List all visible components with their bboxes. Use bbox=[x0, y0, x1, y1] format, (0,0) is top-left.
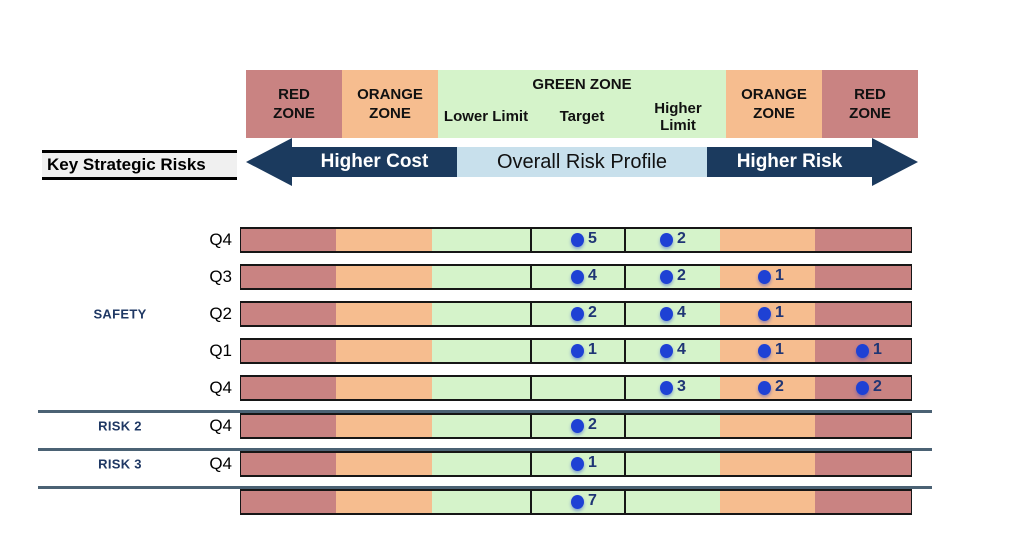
risk-rows-area bbox=[0, 227, 1024, 515]
zone-label: ZONE bbox=[849, 105, 891, 122]
zone-label: RED bbox=[278, 86, 310, 103]
zone-stripe-orange-right bbox=[720, 453, 815, 475]
target-higher-divider bbox=[624, 303, 626, 325]
zone-cell-red-left bbox=[246, 70, 342, 138]
lower-target-divider bbox=[530, 229, 532, 251]
target-higher-divider bbox=[624, 229, 626, 251]
zone-label: ORANGE bbox=[741, 86, 807, 103]
target-higher-divider bbox=[624, 415, 626, 437]
zone-stripe-red-right bbox=[815, 229, 911, 251]
risk-dot-count: 5 bbox=[588, 229, 597, 247]
risk-dot-count: 2 bbox=[677, 266, 686, 284]
target-higher-divider bbox=[624, 491, 626, 513]
risk-dot-count: 7 bbox=[588, 491, 597, 509]
zone-stripe-orange-left bbox=[336, 377, 432, 399]
green-zone-title: GREEN ZONE bbox=[532, 76, 632, 93]
zone-stripe-orange-right bbox=[720, 491, 815, 513]
risk-dot-count: 1 bbox=[775, 266, 784, 284]
risk-band bbox=[240, 451, 912, 477]
risk-dot bbox=[660, 233, 673, 247]
risk-dot bbox=[660, 381, 673, 395]
lower-target-divider bbox=[530, 491, 532, 513]
risk-group bbox=[0, 489, 1024, 515]
risk-group-label: RISK 3 bbox=[98, 456, 142, 472]
target-higher-divider bbox=[624, 266, 626, 288]
higher-cost-arrow: Higher Cost bbox=[292, 147, 457, 177]
risk-dot-count: 4 bbox=[677, 340, 686, 358]
lower-limit-label: Lower Limit bbox=[443, 108, 529, 125]
quarter-label: Q4 bbox=[209, 230, 232, 249]
risk-dot bbox=[856, 344, 869, 358]
risk-dot-count: 2 bbox=[775, 377, 784, 395]
zone-stripe-orange-left bbox=[336, 415, 432, 437]
key-strategic-risks-box: Key Strategic Risks bbox=[42, 150, 237, 180]
risk-dot bbox=[660, 307, 673, 321]
zone-stripe-red-right bbox=[815, 303, 911, 325]
zone-header bbox=[246, 70, 918, 138]
quarter-label: Q1 bbox=[209, 341, 232, 360]
zone-stripe-orange-left bbox=[336, 453, 432, 475]
risk-row bbox=[0, 489, 1024, 515]
risk-dot bbox=[571, 457, 584, 471]
risk-band bbox=[240, 489, 912, 515]
risk-dot-count: 1 bbox=[588, 453, 597, 471]
zone-label: ZONE bbox=[369, 105, 411, 122]
zone-stripe-red-left bbox=[241, 303, 336, 325]
quarter-label: Q4 bbox=[209, 416, 232, 435]
risk-dot bbox=[758, 270, 771, 284]
risk-dot-count: 3 bbox=[677, 377, 686, 395]
zone-label: RED bbox=[854, 86, 886, 103]
lower-target-divider bbox=[530, 303, 532, 325]
risk-dot bbox=[758, 381, 771, 395]
zone-stripe-orange-left bbox=[336, 340, 432, 362]
zone-stripe-orange-right bbox=[720, 229, 815, 251]
risk-dot-count: 1 bbox=[588, 340, 597, 358]
zone-label: ZONE bbox=[753, 105, 795, 122]
risk-row bbox=[0, 264, 1024, 290]
risk-band bbox=[240, 301, 912, 327]
zone-cell-orange-left bbox=[342, 70, 438, 138]
lower-target-divider bbox=[530, 415, 532, 437]
zone-stripe-red-left bbox=[241, 453, 336, 475]
zone-stripe-red-left bbox=[241, 377, 336, 399]
target-higher-divider bbox=[624, 340, 626, 362]
risk-row bbox=[0, 375, 1024, 401]
lower-target-divider bbox=[530, 377, 532, 399]
risk-dot-count: 1 bbox=[775, 340, 784, 358]
risk-dot bbox=[571, 233, 584, 247]
zone-stripe-red-left bbox=[241, 491, 336, 513]
zone-cell-green bbox=[438, 70, 726, 138]
target-higher-divider bbox=[624, 377, 626, 399]
zone-label: ORANGE bbox=[357, 86, 423, 103]
quarter-label bbox=[0, 489, 240, 515]
quarter-label: Q2 bbox=[209, 304, 232, 323]
higher-risk-arrow: Higher Risk bbox=[707, 147, 872, 177]
risk-band bbox=[240, 338, 912, 364]
quarter-label: Q3 bbox=[209, 267, 232, 286]
left-arrow-head-icon bbox=[246, 138, 292, 186]
risk-band bbox=[240, 413, 912, 439]
zone-stripe-orange-right bbox=[720, 415, 815, 437]
zone-stripe-red-left bbox=[241, 415, 336, 437]
overall-risk-profile-band: Overall Risk Profile bbox=[457, 147, 707, 177]
zone-label: ZONE bbox=[273, 105, 315, 122]
risk-dot bbox=[571, 419, 584, 433]
risk-dot bbox=[758, 344, 771, 358]
zone-stripe-red-right bbox=[815, 415, 911, 437]
risk-row bbox=[0, 227, 1024, 253]
risk-band bbox=[240, 227, 912, 253]
zone-stripe-orange-left bbox=[336, 303, 432, 325]
risk-dot-count: 2 bbox=[588, 415, 597, 433]
risk-dot bbox=[571, 495, 584, 509]
risk-group bbox=[0, 227, 1024, 401]
zone-stripe-red-left bbox=[241, 229, 336, 251]
zone-stripe-red-right bbox=[815, 491, 911, 513]
zone-stripe-red-left bbox=[241, 266, 336, 288]
target-higher-divider bbox=[624, 453, 626, 475]
zone-stripe-red-right bbox=[815, 266, 911, 288]
quarter-label: Q4 bbox=[209, 454, 232, 473]
target-label: Target bbox=[559, 108, 605, 125]
risk-band bbox=[240, 375, 912, 401]
zone-cell-orange-right bbox=[726, 70, 822, 138]
risk-row bbox=[0, 338, 1024, 364]
risk-dot bbox=[660, 344, 673, 358]
risk-dot bbox=[571, 344, 584, 358]
zone-stripe-red-left bbox=[241, 340, 336, 362]
lower-target-divider bbox=[530, 266, 532, 288]
risk-dot bbox=[571, 307, 584, 321]
risk-profile-axis bbox=[246, 138, 918, 186]
zone-stripe-orange-left bbox=[336, 229, 432, 251]
zone-cell-red-right bbox=[822, 70, 918, 138]
risk-band bbox=[240, 264, 912, 290]
risk-dot-count: 4 bbox=[588, 266, 597, 284]
risk-dot-count: 4 bbox=[677, 303, 686, 321]
zone-stripe-orange-left bbox=[336, 491, 432, 513]
quarter-label: Q4 bbox=[209, 378, 232, 397]
risk-dot-count: 2 bbox=[588, 303, 597, 321]
risk-group-label: RISK 2 bbox=[98, 418, 142, 434]
zone-stripe-red-right bbox=[815, 453, 911, 475]
risk-dot-count: 2 bbox=[873, 377, 882, 395]
lower-target-divider bbox=[530, 453, 532, 475]
green-zone-sublabels bbox=[438, 95, 726, 138]
risk-group-label: SAFETY bbox=[93, 306, 147, 322]
right-arrow-head-icon bbox=[872, 138, 918, 186]
risk-dot bbox=[856, 381, 869, 395]
lower-target-divider bbox=[530, 340, 532, 362]
risk-dot-count: 1 bbox=[873, 340, 882, 358]
risk-dot bbox=[571, 270, 584, 284]
risk-dot bbox=[758, 307, 771, 321]
risk-dot-count: 1 bbox=[775, 303, 784, 321]
risk-group bbox=[0, 451, 1024, 477]
zone-stripe-orange-left bbox=[336, 266, 432, 288]
higher-limit-label: Higher Limit bbox=[654, 99, 702, 134]
risk-dot-count: 2 bbox=[677, 229, 686, 247]
risk-group bbox=[0, 413, 1024, 439]
risk-dot bbox=[660, 270, 673, 284]
